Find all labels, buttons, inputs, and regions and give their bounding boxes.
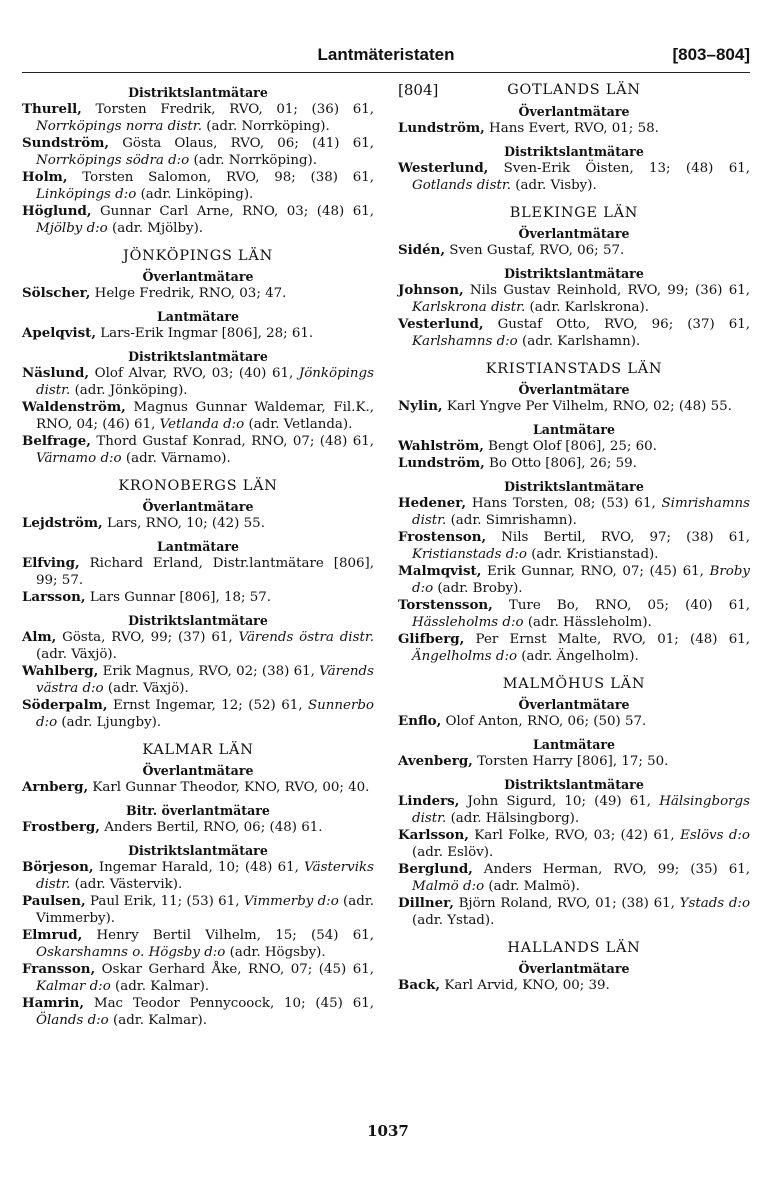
- role-heading: Överlantmätare: [142, 499, 254, 514]
- person-surname: Söderpalm,: [22, 697, 108, 713]
- role-heading: Överlantmätare: [142, 763, 254, 778]
- person-entry: Glifberg, Per Ernst Malte, RVO, 01; (48) 61, Ängelholms d:o (adr. Ängelholm).: [398, 631, 750, 664]
- county-section: [22, 477, 374, 731]
- district-name: Hälsingborgs distr.: [412, 794, 750, 826]
- role-heading: Bitr. överlantmätare: [126, 803, 270, 818]
- person-surname: Paulsen,: [22, 893, 86, 909]
- person-surname: Vesterlund,: [398, 316, 484, 332]
- district-name: Värends västra d:o: [36, 664, 375, 696]
- address: (adr. Kalmar).: [115, 979, 210, 994]
- person-surname: Karlsson,: [398, 827, 469, 843]
- role-heading: Lantmätare: [156, 539, 240, 554]
- person-entry: Lundström, Bo Otto [806], 26; 59.: [398, 455, 637, 471]
- address: (adr. Kalmar).: [112, 1013, 208, 1028]
- left-column: [22, 78, 374, 1029]
- person-surname: Glifberg,: [398, 631, 465, 647]
- person-entry: Waldenström, Magnus Gunnar Waldemar, Fil.K., RNO, 04; (46) 61, Vetlanda d:o (adr. Vetlanda).: [22, 399, 374, 432]
- person-surname: Alm,: [22, 629, 57, 645]
- person-entry: Höglund, Gunnar Carl Arne, RNO, 03; (48) 61, Mjölby d:o (adr. Mjölby).: [22, 203, 374, 236]
- person-surname: Lundström,: [398, 455, 485, 471]
- county-section: [398, 939, 750, 994]
- person-surname: Sundström,: [22, 135, 110, 151]
- person-surname: Höglund,: [22, 203, 92, 219]
- person-surname: Torstensson,: [398, 597, 493, 613]
- address: (adr. Växjö).: [107, 681, 189, 696]
- address: (adr. Kristianstad).: [531, 547, 659, 562]
- address: (adr. Hälsingborg).: [450, 811, 580, 826]
- role-heading: Överlantmätare: [518, 382, 630, 397]
- person-surname: Hamrin,: [22, 995, 85, 1011]
- district-name: Norrköpings norra distr.: [36, 119, 202, 134]
- right-column: [398, 78, 750, 994]
- address: (adr. Jönköping).: [74, 383, 188, 398]
- address: (adr. Ljungby).: [61, 715, 162, 730]
- person-surname: Johnson,: [398, 282, 464, 298]
- person-surname: Holm,: [22, 169, 68, 185]
- page-header: [22, 40, 750, 70]
- address: (adr. Högsby).: [229, 945, 326, 960]
- address: (adr. Broby).: [437, 581, 523, 596]
- person-surname: Berglund,: [398, 861, 473, 877]
- page-number: 1037: [367, 1122, 409, 1140]
- county-heading: KRONOBERGS LÄN: [118, 478, 278, 494]
- address: (adr. Linköping).: [140, 187, 254, 202]
- person-entry: Belfrage, Thord Gustaf Konrad, RNO, 07; (48) 61, Värnamo d:o (adr. Värnamo).: [22, 433, 374, 466]
- person-surname: Thurell,: [22, 101, 82, 117]
- person-surname: Belfrage,: [22, 433, 91, 449]
- district-name: Simrishamns distr.: [412, 496, 751, 528]
- person-surname: Sidén,: [398, 242, 446, 258]
- county-section: [22, 84, 374, 237]
- person-surname: Apelqvist,: [22, 325, 96, 341]
- county-heading: JÖNKÖPINGS LÄN: [123, 248, 273, 264]
- person-entry: Frostberg, Anders Bertil, RNO, 06; (48) 61.: [22, 819, 323, 835]
- district-name: Ängelholms d:o: [412, 649, 518, 664]
- role-heading: Lantmätare: [156, 309, 240, 324]
- role-heading: Överlantmätare: [518, 226, 630, 241]
- person-surname: Avenberg,: [398, 753, 473, 769]
- role-heading: Överlantmätare: [142, 269, 254, 284]
- district-name: Vimmerby d:o: [243, 894, 339, 909]
- person-entry: Elfving, Richard Erland, Distr.lantmätare [806], 99; 57.: [22, 555, 374, 588]
- role-heading: Överlantmätare: [518, 697, 630, 712]
- person-surname: Lejdström,: [22, 515, 103, 531]
- role-heading: Distriktslantmätare: [504, 266, 644, 281]
- person-entry: Wahlberg, Erik Magnus, RVO, 02; (38) 61, Värends västra d:o (adr. Växjö).: [22, 663, 375, 696]
- district-name: Karlshamns d:o: [412, 334, 518, 349]
- address: (adr. Simrishamn).: [450, 513, 577, 528]
- district-name: Kristianstads d:o: [412, 547, 527, 562]
- role-heading: Överlantmätare: [518, 104, 630, 119]
- person-entry: Back, Karl Arvid, KNO, 00; 39.: [398, 977, 610, 993]
- person-surname: Sölscher,: [22, 285, 91, 301]
- role-heading: Lantmätare: [532, 422, 616, 437]
- person-surname: Linders,: [398, 793, 460, 809]
- person-surname: Westerlund,: [398, 160, 489, 176]
- district-name: Linköpings d:o: [36, 187, 137, 202]
- address: (adr. Ängelholm).: [521, 649, 639, 664]
- person-entry: Nylin, Karl Yngve Per Vilhelm, RNO, 02; (48) 55.: [398, 398, 732, 414]
- person-surname: Börjeson,: [22, 859, 94, 875]
- person-entry: Karlsson, Karl Folke, RVO, 03; (42) 61, Eslövs d:o (adr. Eslöv).: [398, 827, 750, 860]
- district-name: Eslövs d:o: [680, 828, 750, 843]
- person-surname: Nylin,: [398, 398, 443, 414]
- person-entry: Alm, Gösta, RVO, 99; (37) 61, Värends östra distr. (adr. Växjö).: [22, 629, 375, 662]
- address: (adr. Vetlanda).: [248, 417, 353, 432]
- page-range: [803–804]: [672, 45, 750, 64]
- person-surname: Waldenström,: [22, 399, 126, 415]
- address: (adr. Karlshamn).: [522, 334, 641, 349]
- district-name: Västerviks distr.: [36, 860, 375, 892]
- county-heading: KALMAR LÄN: [142, 742, 254, 758]
- person-entry: Avenberg, Torsten Harry [806], 17; 50.: [398, 753, 669, 769]
- person-surname: Wahlström,: [398, 438, 484, 454]
- person-entry: Börjeson, Ingemar Harald, 10; (48) 61, Västerviks distr. (adr. Västervik).: [22, 859, 375, 892]
- person-entry: Näslund, Olof Alvar, RVO, 03; (40) 61, Jönköpings distr. (adr. Jönköping).: [22, 365, 374, 398]
- county-heading: KRISTIANSTADS LÄN: [485, 361, 663, 377]
- person-entry: Linders, John Sigurd, 10; (49) 61, Hälsingborgs distr. (adr. Hälsingborg).: [398, 793, 750, 826]
- person-entry: Westerlund, Sven-Erik Öisten, 13; (48) 61, Gotlands distr. (adr. Visby).: [398, 160, 750, 193]
- role-heading: Distriktslantmätare: [504, 144, 644, 159]
- person-entry: Thurell, Torsten Fredrik, RVO, 01; (36) 61, Norrköpings norra distr. (adr. Norrköping).: [22, 101, 374, 134]
- person-entry: Torstensson, Ture Bo, RNO, 05; (40) 61, Hässleholms d:o (adr. Hässleholm).: [398, 597, 750, 630]
- county-section: [22, 247, 374, 467]
- district-name: Hässleholms d:o: [412, 615, 524, 630]
- person-surname: Elmrud,: [22, 927, 83, 943]
- district-name: Sunnerbo d:o: [36, 698, 374, 730]
- person-entry: Hamrin, Mac Teodor Pennycoock, 10; (45) 61, Ölands d:o (adr. Kalmar).: [22, 995, 374, 1028]
- role-heading: Överlantmätare: [518, 961, 630, 976]
- person-surname: Larsson,: [22, 589, 86, 605]
- person-entry: Lundström, Hans Evert, RVO, 01; 58.: [398, 120, 659, 136]
- person-entry: Sölscher, Helge Fredrik, RNO, 03; 47.: [22, 285, 287, 301]
- person-surname: Back,: [398, 977, 441, 993]
- county-heading: HALLANDS LÄN: [507, 940, 641, 956]
- county-section: [398, 82, 750, 194]
- role-heading: Distriktslantmätare: [128, 843, 268, 858]
- person-entry: Frostenson, Nils Bertil, RVO, 97; (38) 61, Kristianstads d:o (adr. Kristianstad).: [398, 529, 750, 562]
- person-surname: Wahlberg,: [22, 663, 99, 679]
- district-name: Kalmar d:o: [36, 979, 111, 994]
- person-entry: Dillner, Björn Roland, RVO, 01; (38) 61, Ystads d:o (adr. Ystad).: [398, 895, 750, 928]
- person-entry: Lejdström, Lars, RNO, 10; (42) 55.: [22, 515, 265, 531]
- person-entry: Enflo, Olof Anton, RNO, 06; (50) 57.: [398, 713, 647, 729]
- district-name: Vetlanda d:o: [159, 417, 245, 432]
- address: (adr. Norrköping).: [206, 119, 330, 134]
- address: (adr. Västervik).: [74, 877, 183, 892]
- person-surname: Dillner,: [398, 895, 454, 911]
- role-heading: Distriktslantmätare: [128, 349, 268, 364]
- person-surname: Hedener,: [398, 495, 467, 511]
- person-entry: Malmqvist, Erik Gunnar, RNO, 07; (45) 61, Broby d:o (adr. Broby).: [398, 563, 750, 596]
- county-heading: BLEKINGE LÄN: [509, 205, 639, 221]
- district-name: Värnamo d:o: [36, 451, 122, 466]
- address: (adr. Eslöv).: [412, 845, 494, 860]
- district-name: Broby d:o: [412, 564, 750, 596]
- person-entry: Vesterlund, Gustaf Otto, RVO, 96; (37) 61, Karlshamns d:o (adr. Karlshamn).: [398, 316, 750, 349]
- address: (adr. Mjölby).: [112, 221, 204, 236]
- district-name: Jönköpings distr.: [36, 366, 374, 398]
- address: (adr. Norrköping).: [193, 153, 318, 168]
- address: (adr. Karlskrona).: [529, 300, 649, 315]
- person-entry: Wahlström, Bengt Olof [806], 25; 60.: [398, 438, 657, 454]
- person-entry: Elmrud, Henry Bertil Vilhelm, 15; (54) 61, Oskarshamns o. Högsby d:o (adr. Högsby).: [22, 927, 374, 960]
- county-section: [398, 675, 750, 929]
- county-heading: GOTLANDS LÄN: [507, 82, 641, 98]
- person-entry: Fransson, Oskar Gerhard Åke, RNO, 07; (45) 61, Kalmar d:o (adr. Kalmar).: [22, 961, 374, 994]
- page-title: Lantmäteristaten: [317, 45, 455, 64]
- person-surname: Arnberg,: [22, 779, 89, 795]
- district-name: Ölands d:o: [36, 1013, 109, 1028]
- role-heading: Distriktslantmätare: [128, 613, 268, 628]
- address: (adr. Visby).: [515, 178, 597, 193]
- person-surname: Malmqvist,: [398, 563, 482, 579]
- role-heading: Lantmätare: [532, 737, 616, 752]
- person-surname: Elfving,: [22, 555, 80, 571]
- district-name: Norrköpings södra d:o: [36, 153, 190, 168]
- person-surname: Fransson,: [22, 961, 96, 977]
- person-surname: Näslund,: [22, 365, 90, 381]
- person-entry: Arnberg, Karl Gunnar Theodor, KNO, RVO, 00; 40.: [22, 779, 370, 795]
- person-surname: Lundström,: [398, 120, 485, 136]
- person-entry: Johnson, Nils Gustav Reinhold, RVO, 99; (36) 61, Karlskrona distr. (adr. Karlskrona).: [398, 282, 750, 315]
- person-entry: Paulsen, Paul Erik, 11; (53) 61, Vimmerby d:o (adr. Vimmerby).: [22, 893, 375, 926]
- person-entry: Holm, Torsten Salomon, RVO, 98; (38) 61, Linköpings d:o (adr. Linköping).: [22, 169, 374, 202]
- district-name: Karlskrona distr.: [412, 300, 526, 315]
- district-name: Oskarshamns o. Högsby d:o: [36, 945, 226, 960]
- person-entry: Sundström, Gösta Olaus, RVO, 06; (41) 61, Norrköpings södra d:o (adr. Norrköping).: [22, 135, 374, 168]
- county-heading: MALMÖHUS LÄN: [502, 676, 646, 692]
- role-heading: Distriktslantmätare: [504, 479, 644, 494]
- county-section: [398, 360, 750, 665]
- role-heading: Distriktslantmätare: [128, 85, 268, 100]
- district-name: Ystads d:o: [679, 896, 750, 911]
- role-heading: Distriktslantmätare: [504, 777, 644, 792]
- person-surname: Frostenson,: [398, 529, 487, 545]
- district-name: Mjölby d:o: [36, 221, 108, 236]
- person-entry: Larsson, Lars Gunnar [806], 18; 57.: [22, 589, 272, 605]
- address: (adr. Ystad).: [412, 913, 495, 928]
- county-section: [22, 741, 374, 1029]
- address: (adr. Vimmerby).: [36, 894, 375, 926]
- address: (adr. Värnamo).: [125, 451, 231, 466]
- header-rule: [22, 72, 750, 73]
- section-code: [804]: [398, 81, 439, 99]
- district-name: Gotlands distr.: [412, 178, 512, 193]
- address: (adr. Växjö).: [36, 647, 117, 662]
- district-name: Värends östra distr.: [238, 630, 375, 645]
- person-entry: Sidén, Sven Gustaf, RVO, 06; 57.: [398, 242, 625, 258]
- person-surname: Enflo,: [398, 713, 442, 729]
- person-surname: Frostberg,: [22, 819, 100, 835]
- person-entry: Berglund, Anders Herman, RVO, 99; (35) 61, Malmö d:o (adr. Malmö).: [398, 861, 750, 894]
- county-heading-row: [398, 82, 750, 101]
- county-section: [398, 204, 750, 350]
- district-name: Malmö d:o: [412, 879, 485, 894]
- address: (adr. Hässleholm).: [527, 615, 652, 630]
- person-entry: Hedener, Hans Torsten, 08; (53) 61, Simrishamns distr. (adr. Simrishamn).: [398, 495, 751, 528]
- person-entry: Söderpalm, Ernst Ingemar, 12; (52) 61, Sunnerbo d:o (adr. Ljungby).: [22, 697, 374, 730]
- address: (adr. Malmö).: [488, 879, 580, 894]
- person-entry: Apelqvist, Lars-Erik Ingmar [806], 28; 61.: [22, 325, 314, 341]
